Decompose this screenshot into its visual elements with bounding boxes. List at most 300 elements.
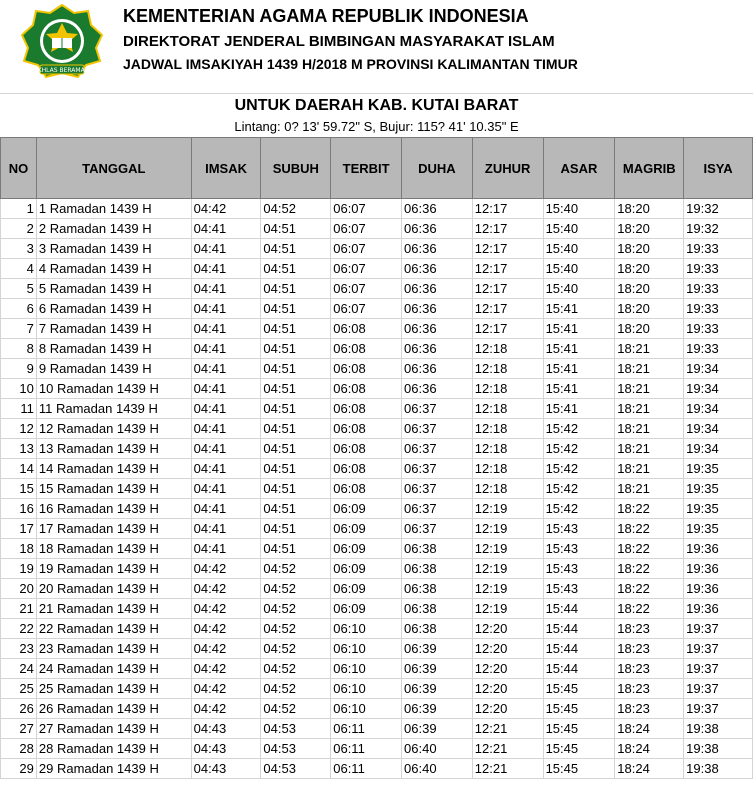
cell-subuh: 04:51 bbox=[261, 399, 331, 419]
cell-imsak: 04:41 bbox=[191, 539, 261, 559]
table-row bbox=[1, 359, 753, 379]
table-row bbox=[1, 659, 753, 679]
cell-magrib: 18:23 bbox=[615, 679, 684, 699]
cell-subuh: 04:52 bbox=[261, 199, 331, 219]
table-row bbox=[1, 199, 753, 219]
cell-no: 2 bbox=[1, 219, 37, 239]
cell-duha: 06:36 bbox=[402, 299, 473, 319]
cell-tanggal: 7 Ramadan 1439 H bbox=[36, 319, 191, 339]
cell-duha: 06:39 bbox=[402, 659, 473, 679]
cell-duha: 06:36 bbox=[402, 359, 473, 379]
cell-duha: 06:37 bbox=[402, 439, 473, 459]
column-header-subuh: SUBUH bbox=[261, 138, 331, 199]
cell-magrib: 18:20 bbox=[615, 219, 684, 239]
cell-isya: 19:35 bbox=[684, 519, 753, 539]
cell-isya: 19:36 bbox=[684, 599, 753, 619]
cell-duha: 06:38 bbox=[402, 619, 473, 639]
cell-terbit: 06:11 bbox=[331, 739, 402, 759]
column-header-tanggal: TANGGAL bbox=[36, 138, 191, 199]
cell-asar: 15:41 bbox=[543, 319, 615, 339]
cell-duha: 06:38 bbox=[402, 559, 473, 579]
cell-zuhur: 12:18 bbox=[472, 379, 543, 399]
cell-subuh: 04:51 bbox=[261, 359, 331, 379]
cell-imsak: 04:41 bbox=[191, 259, 261, 279]
cell-tanggal: 1 Ramadan 1439 H bbox=[36, 199, 191, 219]
cell-imsak: 04:41 bbox=[191, 499, 261, 519]
cell-tanggal: 13 Ramadan 1439 H bbox=[36, 439, 191, 459]
cell-imsak: 04:42 bbox=[191, 599, 261, 619]
cell-asar: 15:40 bbox=[543, 239, 615, 259]
cell-tanggal: 26 Ramadan 1439 H bbox=[36, 699, 191, 719]
cell-tanggal: 6 Ramadan 1439 H bbox=[36, 299, 191, 319]
cell-subuh: 04:51 bbox=[261, 239, 331, 259]
cell-isya: 19:37 bbox=[684, 659, 753, 679]
cell-magrib: 18:21 bbox=[615, 379, 684, 399]
cell-magrib: 18:23 bbox=[615, 699, 684, 719]
table-row bbox=[1, 639, 753, 659]
cell-duha: 06:37 bbox=[402, 399, 473, 419]
cell-no: 15 bbox=[1, 479, 37, 499]
cell-zuhur: 12:17 bbox=[472, 239, 543, 259]
cell-terbit: 06:08 bbox=[331, 319, 402, 339]
region-subheader bbox=[0, 93, 753, 138]
cell-no: 4 bbox=[1, 259, 37, 279]
cell-subuh: 04:51 bbox=[261, 439, 331, 459]
cell-isya: 19:33 bbox=[684, 259, 753, 279]
cell-imsak: 04:42 bbox=[191, 639, 261, 659]
cell-imsak: 04:42 bbox=[191, 699, 261, 719]
cell-imsak: 04:41 bbox=[191, 379, 261, 399]
table-row bbox=[1, 539, 753, 559]
cell-subuh: 04:51 bbox=[261, 539, 331, 559]
cell-imsak: 04:41 bbox=[191, 519, 261, 539]
cell-terbit: 06:07 bbox=[331, 279, 402, 299]
cell-imsak: 04:42 bbox=[191, 559, 261, 579]
cell-imsak: 04:41 bbox=[191, 219, 261, 239]
cell-tanggal: 24 Ramadan 1439 H bbox=[36, 659, 191, 679]
cell-subuh: 04:51 bbox=[261, 519, 331, 539]
cell-magrib: 18:22 bbox=[615, 599, 684, 619]
cell-subuh: 04:52 bbox=[261, 579, 331, 599]
cell-imsak: 04:41 bbox=[191, 359, 261, 379]
cell-magrib: 18:22 bbox=[615, 559, 684, 579]
cell-asar: 15:42 bbox=[543, 419, 615, 439]
cell-duha: 06:37 bbox=[402, 459, 473, 479]
cell-asar: 15:44 bbox=[543, 639, 615, 659]
cell-terbit: 06:08 bbox=[331, 339, 402, 359]
cell-asar: 15:45 bbox=[543, 699, 615, 719]
cell-asar: 15:45 bbox=[543, 679, 615, 699]
cell-zuhur: 12:17 bbox=[472, 199, 543, 219]
cell-tanggal: 12 Ramadan 1439 H bbox=[36, 419, 191, 439]
cell-asar: 15:44 bbox=[543, 659, 615, 679]
table-body bbox=[1, 199, 753, 779]
cell-zuhur: 12:17 bbox=[472, 279, 543, 299]
cell-no: 13 bbox=[1, 439, 37, 459]
cell-asar: 15:45 bbox=[543, 759, 615, 779]
cell-no: 14 bbox=[1, 459, 37, 479]
logo-motto: IKHLAS BERAMAL bbox=[35, 67, 89, 74]
column-header-zuhur: ZUHUR bbox=[472, 138, 543, 199]
cell-imsak: 04:41 bbox=[191, 299, 261, 319]
cell-terbit: 06:09 bbox=[331, 579, 402, 599]
cell-asar: 15:41 bbox=[543, 299, 615, 319]
table-row bbox=[1, 679, 753, 699]
cell-asar: 15:42 bbox=[543, 499, 615, 519]
cell-duha: 06:37 bbox=[402, 519, 473, 539]
cell-isya: 19:34 bbox=[684, 399, 753, 419]
cell-magrib: 18:20 bbox=[615, 279, 684, 299]
cell-subuh: 04:51 bbox=[261, 499, 331, 519]
cell-zuhur: 12:18 bbox=[472, 399, 543, 419]
cell-duha: 06:39 bbox=[402, 719, 473, 739]
cell-imsak: 04:42 bbox=[191, 659, 261, 679]
cell-isya: 19:33 bbox=[684, 279, 753, 299]
cell-magrib: 18:20 bbox=[615, 199, 684, 219]
cell-tanggal: 19 Ramadan 1439 H bbox=[36, 559, 191, 579]
table-row bbox=[1, 419, 753, 439]
cell-duha: 06:36 bbox=[402, 219, 473, 239]
cell-zuhur: 12:21 bbox=[472, 759, 543, 779]
column-header-asar: ASAR bbox=[543, 138, 615, 199]
cell-subuh: 04:52 bbox=[261, 559, 331, 579]
cell-subuh: 04:51 bbox=[261, 379, 331, 399]
cell-subuh: 04:52 bbox=[261, 639, 331, 659]
cell-magrib: 18:23 bbox=[615, 619, 684, 639]
cell-zuhur: 12:20 bbox=[472, 659, 543, 679]
cell-zuhur: 12:21 bbox=[472, 719, 543, 739]
cell-isya: 19:34 bbox=[684, 439, 753, 459]
cell-imsak: 04:41 bbox=[191, 419, 261, 439]
table-header-row bbox=[1, 138, 753, 199]
cell-subuh: 04:52 bbox=[261, 599, 331, 619]
cell-no: 1 bbox=[1, 199, 37, 219]
cell-terbit: 06:08 bbox=[331, 479, 402, 499]
table-row bbox=[1, 279, 753, 299]
cell-asar: 15:43 bbox=[543, 579, 615, 599]
cell-zuhur: 12:20 bbox=[472, 639, 543, 659]
cell-no: 23 bbox=[1, 639, 37, 659]
cell-no: 12 bbox=[1, 419, 37, 439]
cell-no: 16 bbox=[1, 499, 37, 519]
cell-zuhur: 12:19 bbox=[472, 519, 543, 539]
table-row bbox=[1, 479, 753, 499]
cell-zuhur: 12:19 bbox=[472, 559, 543, 579]
cell-asar: 15:40 bbox=[543, 279, 615, 299]
cell-terbit: 06:11 bbox=[331, 719, 402, 739]
cell-subuh: 04:51 bbox=[261, 259, 331, 279]
cell-imsak: 04:41 bbox=[191, 459, 261, 479]
cell-isya: 19:35 bbox=[684, 479, 753, 499]
cell-tanggal: 20 Ramadan 1439 H bbox=[36, 579, 191, 599]
table-row bbox=[1, 699, 753, 719]
cell-subuh: 04:52 bbox=[261, 619, 331, 639]
cell-subuh: 04:51 bbox=[261, 219, 331, 239]
cell-subuh: 04:52 bbox=[261, 659, 331, 679]
table-row bbox=[1, 599, 753, 619]
cell-no: 11 bbox=[1, 399, 37, 419]
cell-isya: 19:33 bbox=[684, 319, 753, 339]
column-header-terbit: TERBIT bbox=[331, 138, 402, 199]
cell-terbit: 06:08 bbox=[331, 379, 402, 399]
cell-asar: 15:43 bbox=[543, 559, 615, 579]
cell-asar: 15:42 bbox=[543, 479, 615, 499]
table-row bbox=[1, 459, 753, 479]
cell-imsak: 04:43 bbox=[191, 759, 261, 779]
cell-imsak: 04:43 bbox=[191, 719, 261, 739]
cell-asar: 15:43 bbox=[543, 539, 615, 559]
cell-asar: 15:40 bbox=[543, 259, 615, 279]
cell-isya: 19:34 bbox=[684, 359, 753, 379]
cell-imsak: 04:42 bbox=[191, 619, 261, 639]
cell-no: 26 bbox=[1, 699, 37, 719]
cell-asar: 15:41 bbox=[543, 359, 615, 379]
cell-terbit: 06:10 bbox=[331, 619, 402, 639]
cell-imsak: 04:42 bbox=[191, 579, 261, 599]
cell-isya: 19:34 bbox=[684, 419, 753, 439]
cell-imsak: 04:42 bbox=[191, 199, 261, 219]
cell-zuhur: 12:19 bbox=[472, 499, 543, 519]
cell-tanggal: 21 Ramadan 1439 H bbox=[36, 599, 191, 619]
cell-asar: 15:45 bbox=[543, 719, 615, 739]
cell-zuhur: 12:18 bbox=[472, 359, 543, 379]
table-row bbox=[1, 559, 753, 579]
cell-isya: 19:34 bbox=[684, 379, 753, 399]
cell-duha: 06:40 bbox=[402, 739, 473, 759]
cell-tanggal: 17 Ramadan 1439 H bbox=[36, 519, 191, 539]
cell-magrib: 18:21 bbox=[615, 359, 684, 379]
cell-magrib: 18:20 bbox=[615, 319, 684, 339]
cell-terbit: 06:08 bbox=[331, 419, 402, 439]
cell-zuhur: 12:20 bbox=[472, 619, 543, 639]
cell-no: 9 bbox=[1, 359, 37, 379]
cell-terbit: 06:07 bbox=[331, 199, 402, 219]
cell-magrib: 18:24 bbox=[615, 759, 684, 779]
cell-terbit: 06:10 bbox=[331, 639, 402, 659]
kemenag-logo-icon bbox=[18, 3, 106, 81]
cell-duha: 06:39 bbox=[402, 639, 473, 659]
cell-tanggal: 16 Ramadan 1439 H bbox=[36, 499, 191, 519]
column-header-duha: DUHA bbox=[402, 138, 473, 199]
cell-no: 10 bbox=[1, 379, 37, 399]
cell-terbit: 06:08 bbox=[331, 459, 402, 479]
cell-zuhur: 12:18 bbox=[472, 479, 543, 499]
cell-no: 17 bbox=[1, 519, 37, 539]
cell-asar: 15:41 bbox=[543, 379, 615, 399]
cell-terbit: 06:07 bbox=[331, 239, 402, 259]
cell-tanggal: 2 Ramadan 1439 H bbox=[36, 219, 191, 239]
cell-tanggal: 11 Ramadan 1439 H bbox=[36, 399, 191, 419]
cell-terbit: 06:09 bbox=[331, 599, 402, 619]
cell-no: 20 bbox=[1, 579, 37, 599]
cell-no: 6 bbox=[1, 299, 37, 319]
cell-isya: 19:32 bbox=[684, 199, 753, 219]
cell-zuhur: 12:18 bbox=[472, 439, 543, 459]
table-row bbox=[1, 339, 753, 359]
cell-imsak: 04:41 bbox=[191, 279, 261, 299]
cell-terbit: 06:08 bbox=[331, 359, 402, 379]
cell-isya: 19:36 bbox=[684, 539, 753, 559]
column-header-no: NO bbox=[1, 138, 37, 199]
cell-tanggal: 25 Ramadan 1439 H bbox=[36, 679, 191, 699]
cell-no: 28 bbox=[1, 739, 37, 759]
cell-subuh: 04:51 bbox=[261, 319, 331, 339]
cell-no: 27 bbox=[1, 719, 37, 739]
cell-imsak: 04:41 bbox=[191, 399, 261, 419]
cell-magrib: 18:21 bbox=[615, 399, 684, 419]
cell-asar: 15:43 bbox=[543, 519, 615, 539]
cell-terbit: 06:07 bbox=[331, 299, 402, 319]
cell-isya: 19:37 bbox=[684, 639, 753, 659]
cell-duha: 06:36 bbox=[402, 259, 473, 279]
cell-no: 8 bbox=[1, 339, 37, 359]
cell-no: 19 bbox=[1, 559, 37, 579]
cell-duha: 06:36 bbox=[402, 379, 473, 399]
table-row bbox=[1, 219, 753, 239]
cell-duha: 06:36 bbox=[402, 319, 473, 339]
table-row bbox=[1, 299, 753, 319]
cell-duha: 06:40 bbox=[402, 759, 473, 779]
cell-subuh: 04:51 bbox=[261, 459, 331, 479]
cell-subuh: 04:53 bbox=[261, 739, 331, 759]
cell-tanggal: 23 Ramadan 1439 H bbox=[36, 639, 191, 659]
cell-zuhur: 12:17 bbox=[472, 299, 543, 319]
cell-zuhur: 12:17 bbox=[472, 319, 543, 339]
cell-tanggal: 22 Ramadan 1439 H bbox=[36, 619, 191, 639]
cell-duha: 06:36 bbox=[402, 199, 473, 219]
cell-tanggal: 4 Ramadan 1439 H bbox=[36, 259, 191, 279]
cell-isya: 19:33 bbox=[684, 339, 753, 359]
cell-duha: 06:39 bbox=[402, 679, 473, 699]
cell-tanggal: 29 Ramadan 1439 H bbox=[36, 759, 191, 779]
cell-tanggal: 15 Ramadan 1439 H bbox=[36, 479, 191, 499]
column-header-magrib: MAGRIB bbox=[615, 138, 684, 199]
cell-no: 21 bbox=[1, 599, 37, 619]
table-row bbox=[1, 739, 753, 759]
cell-magrib: 18:23 bbox=[615, 659, 684, 679]
cell-magrib: 18:22 bbox=[615, 579, 684, 599]
cell-isya: 19:32 bbox=[684, 219, 753, 239]
cell-terbit: 06:09 bbox=[331, 519, 402, 539]
cell-tanggal: 5 Ramadan 1439 H bbox=[36, 279, 191, 299]
table-row bbox=[1, 719, 753, 739]
cell-imsak: 04:41 bbox=[191, 339, 261, 359]
imsakiyah-table bbox=[0, 137, 753, 779]
cell-duha: 06:38 bbox=[402, 599, 473, 619]
cell-duha: 06:36 bbox=[402, 339, 473, 359]
cell-terbit: 06:11 bbox=[331, 759, 402, 779]
table-row bbox=[1, 579, 753, 599]
cell-no: 5 bbox=[1, 279, 37, 299]
cell-subuh: 04:53 bbox=[261, 719, 331, 739]
cell-magrib: 18:23 bbox=[615, 639, 684, 659]
cell-subuh: 04:51 bbox=[261, 479, 331, 499]
cell-no: 18 bbox=[1, 539, 37, 559]
cell-imsak: 04:41 bbox=[191, 319, 261, 339]
cell-zuhur: 12:20 bbox=[472, 679, 543, 699]
cell-zuhur: 12:20 bbox=[472, 699, 543, 719]
cell-magrib: 18:20 bbox=[615, 239, 684, 259]
cell-asar: 15:42 bbox=[543, 439, 615, 459]
cell-magrib: 18:20 bbox=[615, 299, 684, 319]
cell-terbit: 06:10 bbox=[331, 659, 402, 679]
cell-isya: 19:36 bbox=[684, 579, 753, 599]
cell-terbit: 06:10 bbox=[331, 679, 402, 699]
column-header-isya: ISYA bbox=[684, 138, 753, 199]
cell-no: 25 bbox=[1, 679, 37, 699]
directorate-title: DIREKTORAT JENDERAL BIMBINGAN MASYARAKAT ISLAM bbox=[123, 33, 555, 50]
ministry-title: KEMENTERIAN AGAMA REPUBLIK INDONESIA bbox=[123, 6, 529, 26]
cell-asar: 15:41 bbox=[543, 399, 615, 419]
cell-zuhur: 12:17 bbox=[472, 259, 543, 279]
table-row bbox=[1, 259, 753, 279]
cell-subuh: 04:52 bbox=[261, 699, 331, 719]
cell-asar: 15:45 bbox=[543, 739, 615, 759]
cell-isya: 19:36 bbox=[684, 559, 753, 579]
cell-subuh: 04:53 bbox=[261, 759, 331, 779]
cell-magrib: 18:20 bbox=[615, 259, 684, 279]
cell-zuhur: 12:21 bbox=[472, 739, 543, 759]
cell-isya: 19:33 bbox=[684, 239, 753, 259]
cell-duha: 06:38 bbox=[402, 539, 473, 559]
cell-asar: 15:40 bbox=[543, 219, 615, 239]
cell-zuhur: 12:19 bbox=[472, 539, 543, 559]
table-row bbox=[1, 399, 753, 419]
cell-zuhur: 12:18 bbox=[472, 459, 543, 479]
cell-tanggal: 3 Ramadan 1439 H bbox=[36, 239, 191, 259]
cell-imsak: 04:41 bbox=[191, 439, 261, 459]
cell-imsak: 04:41 bbox=[191, 239, 261, 259]
table-row bbox=[1, 439, 753, 459]
cell-duha: 06:39 bbox=[402, 699, 473, 719]
table-row bbox=[1, 379, 753, 399]
cell-no: 29 bbox=[1, 759, 37, 779]
cell-asar: 15:40 bbox=[543, 199, 615, 219]
cell-magrib: 18:21 bbox=[615, 479, 684, 499]
cell-no: 22 bbox=[1, 619, 37, 639]
cell-subuh: 04:51 bbox=[261, 279, 331, 299]
cell-magrib: 18:21 bbox=[615, 459, 684, 479]
cell-subuh: 04:51 bbox=[261, 419, 331, 439]
cell-terbit: 06:09 bbox=[331, 499, 402, 519]
cell-terbit: 06:07 bbox=[331, 259, 402, 279]
cell-asar: 15:44 bbox=[543, 599, 615, 619]
cell-isya: 19:38 bbox=[684, 759, 753, 779]
table-row bbox=[1, 239, 753, 259]
cell-zuhur: 12:18 bbox=[472, 419, 543, 439]
region-title: UNTUK DAERAH KAB. KUTAI BARAT bbox=[234, 97, 519, 114]
cell-zuhur: 12:19 bbox=[472, 579, 543, 599]
cell-duha: 06:38 bbox=[402, 579, 473, 599]
cell-terbit: 06:08 bbox=[331, 439, 402, 459]
table-row bbox=[1, 319, 753, 339]
cell-duha: 06:36 bbox=[402, 279, 473, 299]
cell-zuhur: 12:19 bbox=[472, 599, 543, 619]
cell-terbit: 06:07 bbox=[331, 219, 402, 239]
cell-isya: 19:35 bbox=[684, 499, 753, 519]
cell-subuh: 04:51 bbox=[261, 339, 331, 359]
table-row bbox=[1, 499, 753, 519]
cell-isya: 19:33 bbox=[684, 299, 753, 319]
column-header-imsak: IMSAK bbox=[191, 138, 261, 199]
cell-imsak: 04:42 bbox=[191, 679, 261, 699]
cell-terbit: 06:09 bbox=[331, 559, 402, 579]
cell-tanggal: 9 Ramadan 1439 H bbox=[36, 359, 191, 379]
cell-magrib: 18:24 bbox=[615, 739, 684, 759]
cell-isya: 19:38 bbox=[684, 739, 753, 759]
table-row bbox=[1, 619, 753, 639]
cell-no: 24 bbox=[1, 659, 37, 679]
